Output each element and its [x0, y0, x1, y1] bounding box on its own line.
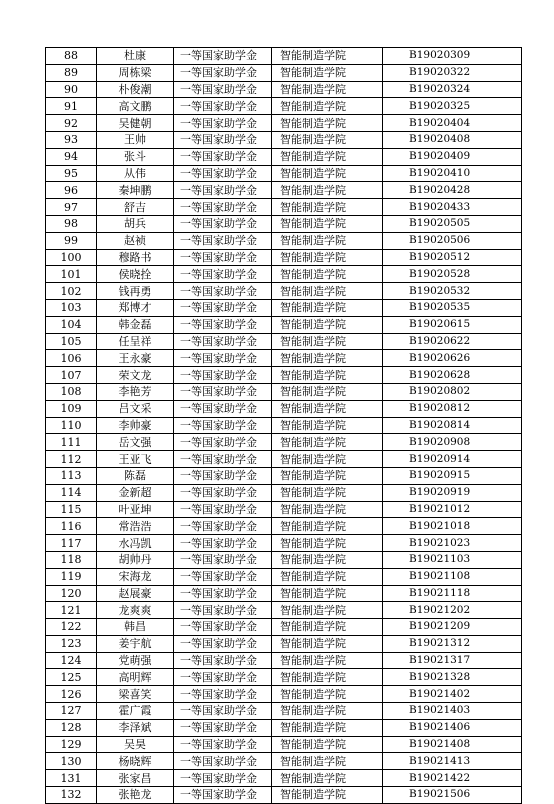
award-type-cell: 一等国家助学金 [174, 535, 272, 552]
student-name-cell: 高明辉 [97, 669, 174, 686]
award-type-cell: 一等国家助学金 [174, 367, 272, 384]
row-number-cell: 132 [46, 787, 97, 804]
row-number-cell: 122 [46, 619, 97, 636]
student-name-cell: 杨晓辉 [97, 753, 174, 770]
student-id-cell: B19020309 [383, 48, 522, 65]
row-number-cell: 124 [46, 652, 97, 669]
student-id-cell: B19021012 [383, 501, 522, 518]
award-type-cell: 一等国家助学金 [174, 551, 272, 568]
table-row [46, 48, 522, 65]
row-number-cell: 129 [46, 736, 97, 753]
student-id-cell: B19021118 [383, 585, 522, 602]
award-type-cell: 一等国家助学金 [174, 299, 272, 316]
table-row [46, 736, 522, 753]
student-name-cell: 岳文强 [97, 434, 174, 451]
table-row [46, 417, 522, 434]
student-id-cell: B19020512 [383, 249, 522, 266]
row-number-cell: 125 [46, 669, 97, 686]
student-id-cell: B19020322 [383, 64, 522, 81]
award-type-cell: 一等国家助学金 [174, 165, 272, 182]
row-number-cell: 113 [46, 467, 97, 484]
college-cell: 智能制造学院 [272, 686, 383, 703]
student-name-cell: 韩昌 [97, 619, 174, 636]
student-name-cell: 水冯凯 [97, 535, 174, 552]
college-cell: 智能制造学院 [272, 266, 383, 283]
table-row [46, 131, 522, 148]
row-number-cell: 116 [46, 518, 97, 535]
student-name-cell: 吴健朝 [97, 115, 174, 132]
student-id-cell: B19021402 [383, 686, 522, 703]
college-cell: 智能制造学院 [272, 400, 383, 417]
student-name-cell: 朴俊潮 [97, 81, 174, 98]
student-id-cell: B19020919 [383, 484, 522, 501]
student-name-cell: 荣文龙 [97, 367, 174, 384]
row-number-cell: 103 [46, 299, 97, 316]
student-id-cell: B19020626 [383, 350, 522, 367]
award-type-cell: 一等国家助学金 [174, 719, 272, 736]
student-name-cell: 郑博才 [97, 299, 174, 316]
row-number-cell: 119 [46, 568, 97, 585]
row-number-cell: 99 [46, 232, 97, 249]
student-id-cell: B19020505 [383, 215, 522, 232]
college-cell: 智能制造学院 [272, 484, 383, 501]
student-id-cell: B19020324 [383, 81, 522, 98]
student-name-cell: 任呈祥 [97, 333, 174, 350]
student-name-cell: 党萌强 [97, 652, 174, 669]
award-type-cell: 一等国家助学金 [174, 400, 272, 417]
college-cell: 智能制造学院 [272, 316, 383, 333]
table-row [46, 400, 522, 417]
table-row [46, 635, 522, 652]
table-row [46, 148, 522, 165]
student-id-cell: B19020908 [383, 434, 522, 451]
student-id-cell: B19020410 [383, 165, 522, 182]
table-row [46, 64, 522, 81]
student-id-cell: B19020622 [383, 333, 522, 350]
college-cell: 智能制造学院 [272, 467, 383, 484]
award-type-cell: 一等国家助学金 [174, 703, 272, 720]
table-row [46, 182, 522, 199]
award-type-cell: 一等国家助学金 [174, 115, 272, 132]
student-id-cell: B19020532 [383, 283, 522, 300]
award-type-cell: 一等国家助学金 [174, 669, 272, 686]
student-id-cell: B19021209 [383, 619, 522, 636]
student-name-cell: 钱再勇 [97, 283, 174, 300]
student-name-cell: 张家昌 [97, 770, 174, 787]
table-row [46, 249, 522, 266]
table-row [46, 215, 522, 232]
row-number-cell: 121 [46, 602, 97, 619]
student-id-cell: B19021023 [383, 535, 522, 552]
row-number-cell: 88 [46, 48, 97, 65]
row-number-cell: 126 [46, 686, 97, 703]
table-row [46, 787, 522, 804]
college-cell: 智能制造学院 [272, 602, 383, 619]
award-type-cell: 一等国家助学金 [174, 770, 272, 787]
table-row [46, 518, 522, 535]
recipient-table-body [46, 48, 522, 804]
row-number-cell: 92 [46, 115, 97, 132]
student-name-cell: 吕文采 [97, 400, 174, 417]
row-number-cell: 115 [46, 501, 97, 518]
student-id-cell: B19021018 [383, 518, 522, 535]
college-cell: 智能制造学院 [272, 753, 383, 770]
table-row [46, 753, 522, 770]
college-cell: 智能制造学院 [272, 619, 383, 636]
row-number-cell: 101 [46, 266, 97, 283]
college-cell: 智能制造学院 [272, 115, 383, 132]
row-number-cell: 118 [46, 551, 97, 568]
college-cell: 智能制造学院 [272, 148, 383, 165]
award-type-cell: 一等国家助学金 [174, 484, 272, 501]
student-id-cell: B19020814 [383, 417, 522, 434]
student-name-cell: 姜宇航 [97, 635, 174, 652]
table-row [46, 451, 522, 468]
row-number-cell: 93 [46, 131, 97, 148]
table-row [46, 619, 522, 636]
award-type-cell: 一等国家助学金 [174, 753, 272, 770]
row-number-cell: 127 [46, 703, 97, 720]
college-cell: 智能制造学院 [272, 669, 383, 686]
student-id-cell: B19020628 [383, 367, 522, 384]
student-id-cell: B19021403 [383, 703, 522, 720]
table-row [46, 367, 522, 384]
award-type-cell: 一等国家助学金 [174, 602, 272, 619]
student-name-cell: 胡兵 [97, 215, 174, 232]
college-cell: 智能制造学院 [272, 367, 383, 384]
college-cell: 智能制造学院 [272, 48, 383, 65]
student-name-cell: 穆路书 [97, 249, 174, 266]
college-cell: 智能制造学院 [272, 703, 383, 720]
award-type-cell: 一等国家助学金 [174, 787, 272, 804]
college-cell: 智能制造学院 [272, 383, 383, 400]
student-name-cell: 王亚飞 [97, 451, 174, 468]
student-name-cell: 韩金磊 [97, 316, 174, 333]
award-type-cell: 一等国家助学金 [174, 434, 272, 451]
row-number-cell: 112 [46, 451, 97, 468]
student-id-cell: B19021103 [383, 551, 522, 568]
student-id-cell: B19021317 [383, 652, 522, 669]
student-id-cell: B19021422 [383, 770, 522, 787]
college-cell: 智能制造学院 [272, 299, 383, 316]
college-cell: 智能制造学院 [272, 535, 383, 552]
student-id-cell: B19020615 [383, 316, 522, 333]
table-row [46, 467, 522, 484]
college-cell: 智能制造学院 [272, 182, 383, 199]
student-id-cell: B19020812 [383, 400, 522, 417]
student-name-cell: 高文鹏 [97, 98, 174, 115]
award-type-cell: 一等国家助学金 [174, 232, 272, 249]
award-type-cell: 一等国家助学金 [174, 736, 272, 753]
student-name-cell: 赵展豪 [97, 585, 174, 602]
student-name-cell: 胡帅丹 [97, 551, 174, 568]
award-type-cell: 一等国家助学金 [174, 467, 272, 484]
row-number-cell: 114 [46, 484, 97, 501]
table-row [46, 484, 522, 501]
table-row [46, 770, 522, 787]
row-number-cell: 95 [46, 165, 97, 182]
row-number-cell: 91 [46, 98, 97, 115]
college-cell: 智能制造学院 [272, 350, 383, 367]
award-type-cell: 一等国家助学金 [174, 350, 272, 367]
student-id-cell: B19020409 [383, 148, 522, 165]
table-row [46, 383, 522, 400]
college-cell: 智能制造学院 [272, 215, 383, 232]
table-row [46, 283, 522, 300]
student-id-cell: B19021408 [383, 736, 522, 753]
table-row [46, 535, 522, 552]
college-cell: 智能制造学院 [272, 770, 383, 787]
student-id-cell: B19020325 [383, 98, 522, 115]
student-name-cell: 李艳芳 [97, 383, 174, 400]
college-cell: 智能制造学院 [272, 232, 383, 249]
student-name-cell: 常浩浩 [97, 518, 174, 535]
table-row [46, 551, 522, 568]
student-name-cell: 赵祯 [97, 232, 174, 249]
college-cell: 智能制造学院 [272, 551, 383, 568]
row-number-cell: 104 [46, 316, 97, 333]
table-row [46, 719, 522, 736]
award-type-cell: 一等国家助学金 [174, 266, 272, 283]
student-name-cell: 杜康 [97, 48, 174, 65]
row-number-cell: 94 [46, 148, 97, 165]
student-name-cell: 叶亚坤 [97, 501, 174, 518]
award-type-cell: 一等国家助学金 [174, 333, 272, 350]
student-name-cell: 秦坤鹏 [97, 182, 174, 199]
award-type-cell: 一等国家助学金 [174, 249, 272, 266]
college-cell: 智能制造学院 [272, 417, 383, 434]
student-id-cell: B19020535 [383, 299, 522, 316]
award-type-cell: 一等国家助学金 [174, 568, 272, 585]
college-cell: 智能制造学院 [272, 568, 383, 585]
table-row [46, 585, 522, 602]
award-type-cell: 一等国家助学金 [174, 635, 272, 652]
table-row [46, 232, 522, 249]
award-type-cell: 一等国家助学金 [174, 283, 272, 300]
row-number-cell: 108 [46, 383, 97, 400]
award-type-cell: 一等国家助学金 [174, 81, 272, 98]
student-name-cell: 梁喜笑 [97, 686, 174, 703]
award-type-cell: 一等国家助学金 [174, 215, 272, 232]
college-cell: 智能制造学院 [272, 518, 383, 535]
student-name-cell: 陈磊 [97, 467, 174, 484]
award-type-cell: 一等国家助学金 [174, 182, 272, 199]
student-id-cell: B19021202 [383, 602, 522, 619]
college-cell: 智能制造学院 [272, 283, 383, 300]
row-number-cell: 107 [46, 367, 97, 384]
student-name-cell: 金新超 [97, 484, 174, 501]
college-cell: 智能制造学院 [272, 64, 383, 81]
row-number-cell: 96 [46, 182, 97, 199]
table-row [46, 299, 522, 316]
row-number-cell: 110 [46, 417, 97, 434]
award-type-cell: 一等国家助学金 [174, 501, 272, 518]
award-type-cell: 一等国家助学金 [174, 383, 272, 400]
college-cell: 智能制造学院 [272, 165, 383, 182]
award-type-cell: 一等国家助学金 [174, 451, 272, 468]
table-row [46, 333, 522, 350]
award-type-cell: 一等国家助学金 [174, 619, 272, 636]
college-cell: 智能制造学院 [272, 736, 383, 753]
table-row [46, 81, 522, 98]
student-id-cell: B19021506 [383, 787, 522, 804]
recipient-table [45, 47, 522, 804]
award-type-cell: 一等国家助学金 [174, 48, 272, 65]
row-number-cell: 111 [46, 434, 97, 451]
college-cell: 智能制造学院 [272, 131, 383, 148]
award-type-cell: 一等国家助学金 [174, 148, 272, 165]
row-number-cell: 117 [46, 535, 97, 552]
row-number-cell: 123 [46, 635, 97, 652]
college-cell: 智能制造学院 [272, 719, 383, 736]
row-number-cell: 98 [46, 215, 97, 232]
college-cell: 智能制造学院 [272, 98, 383, 115]
college-cell: 智能制造学院 [272, 787, 383, 804]
award-type-cell: 一等国家助学金 [174, 417, 272, 434]
student-name-cell: 龙爽爽 [97, 602, 174, 619]
table-row [46, 602, 522, 619]
table-row [46, 165, 522, 182]
student-name-cell: 侯晓拴 [97, 266, 174, 283]
award-type-cell: 一等国家助学金 [174, 652, 272, 669]
student-name-cell: 李泽斌 [97, 719, 174, 736]
college-cell: 智能制造学院 [272, 585, 383, 602]
student-id-cell: B19021328 [383, 669, 522, 686]
award-type-cell: 一等国家助学金 [174, 585, 272, 602]
college-cell: 智能制造学院 [272, 501, 383, 518]
table-row [46, 669, 522, 686]
award-type-cell: 一等国家助学金 [174, 199, 272, 216]
row-number-cell: 100 [46, 249, 97, 266]
student-name-cell: 张艳龙 [97, 787, 174, 804]
college-cell: 智能制造学院 [272, 434, 383, 451]
table-row [46, 115, 522, 132]
row-number-cell: 106 [46, 350, 97, 367]
award-type-cell: 一等国家助学金 [174, 131, 272, 148]
table-row [46, 501, 522, 518]
table-row [46, 266, 522, 283]
row-number-cell: 128 [46, 719, 97, 736]
table-row [46, 703, 522, 720]
table-row [46, 686, 522, 703]
college-cell: 智能制造学院 [272, 249, 383, 266]
student-name-cell: 舒吉 [97, 199, 174, 216]
college-cell: 智能制造学院 [272, 333, 383, 350]
student-name-cell: 宋海龙 [97, 568, 174, 585]
student-id-cell: B19021108 [383, 568, 522, 585]
student-name-cell: 王永豪 [97, 350, 174, 367]
table-row [46, 98, 522, 115]
row-number-cell: 102 [46, 283, 97, 300]
row-number-cell: 120 [46, 585, 97, 602]
award-type-cell: 一等国家助学金 [174, 686, 272, 703]
table-row [46, 568, 522, 585]
college-cell: 智能制造学院 [272, 81, 383, 98]
student-name-cell: 李帅豪 [97, 417, 174, 434]
student-id-cell: B19020408 [383, 131, 522, 148]
student-id-cell: B19021312 [383, 635, 522, 652]
award-type-cell: 一等国家助学金 [174, 64, 272, 81]
table-row [46, 434, 522, 451]
table-row [46, 652, 522, 669]
student-id-cell: B19020506 [383, 232, 522, 249]
row-number-cell: 131 [46, 770, 97, 787]
table-row [46, 350, 522, 367]
student-id-cell: B19020433 [383, 199, 522, 216]
table-row [46, 199, 522, 216]
college-cell: 智能制造学院 [272, 451, 383, 468]
award-type-cell: 一等国家助学金 [174, 98, 272, 115]
award-type-cell: 一等国家助学金 [174, 518, 272, 535]
row-number-cell: 97 [46, 199, 97, 216]
student-id-cell: B19020915 [383, 467, 522, 484]
college-cell: 智能制造学院 [272, 652, 383, 669]
award-type-cell: 一等国家助学金 [174, 316, 272, 333]
table-row [46, 316, 522, 333]
row-number-cell: 90 [46, 81, 97, 98]
student-name-cell: 王帅 [97, 131, 174, 148]
student-name-cell: 从伟 [97, 165, 174, 182]
row-number-cell: 89 [46, 64, 97, 81]
student-id-cell: B19021413 [383, 753, 522, 770]
student-id-cell: B19021406 [383, 719, 522, 736]
student-id-cell: B19020914 [383, 451, 522, 468]
row-number-cell: 109 [46, 400, 97, 417]
row-number-cell: 105 [46, 333, 97, 350]
student-name-cell: 张斗 [97, 148, 174, 165]
college-cell: 智能制造学院 [272, 635, 383, 652]
student-name-cell: 吴昊 [97, 736, 174, 753]
student-id-cell: B19020428 [383, 182, 522, 199]
student-id-cell: B19020404 [383, 115, 522, 132]
student-name-cell: 周栋梁 [97, 64, 174, 81]
student-id-cell: B19020802 [383, 383, 522, 400]
college-cell: 智能制造学院 [272, 199, 383, 216]
row-number-cell: 130 [46, 753, 97, 770]
student-name-cell: 霍广霞 [97, 703, 174, 720]
student-id-cell: B19020528 [383, 266, 522, 283]
